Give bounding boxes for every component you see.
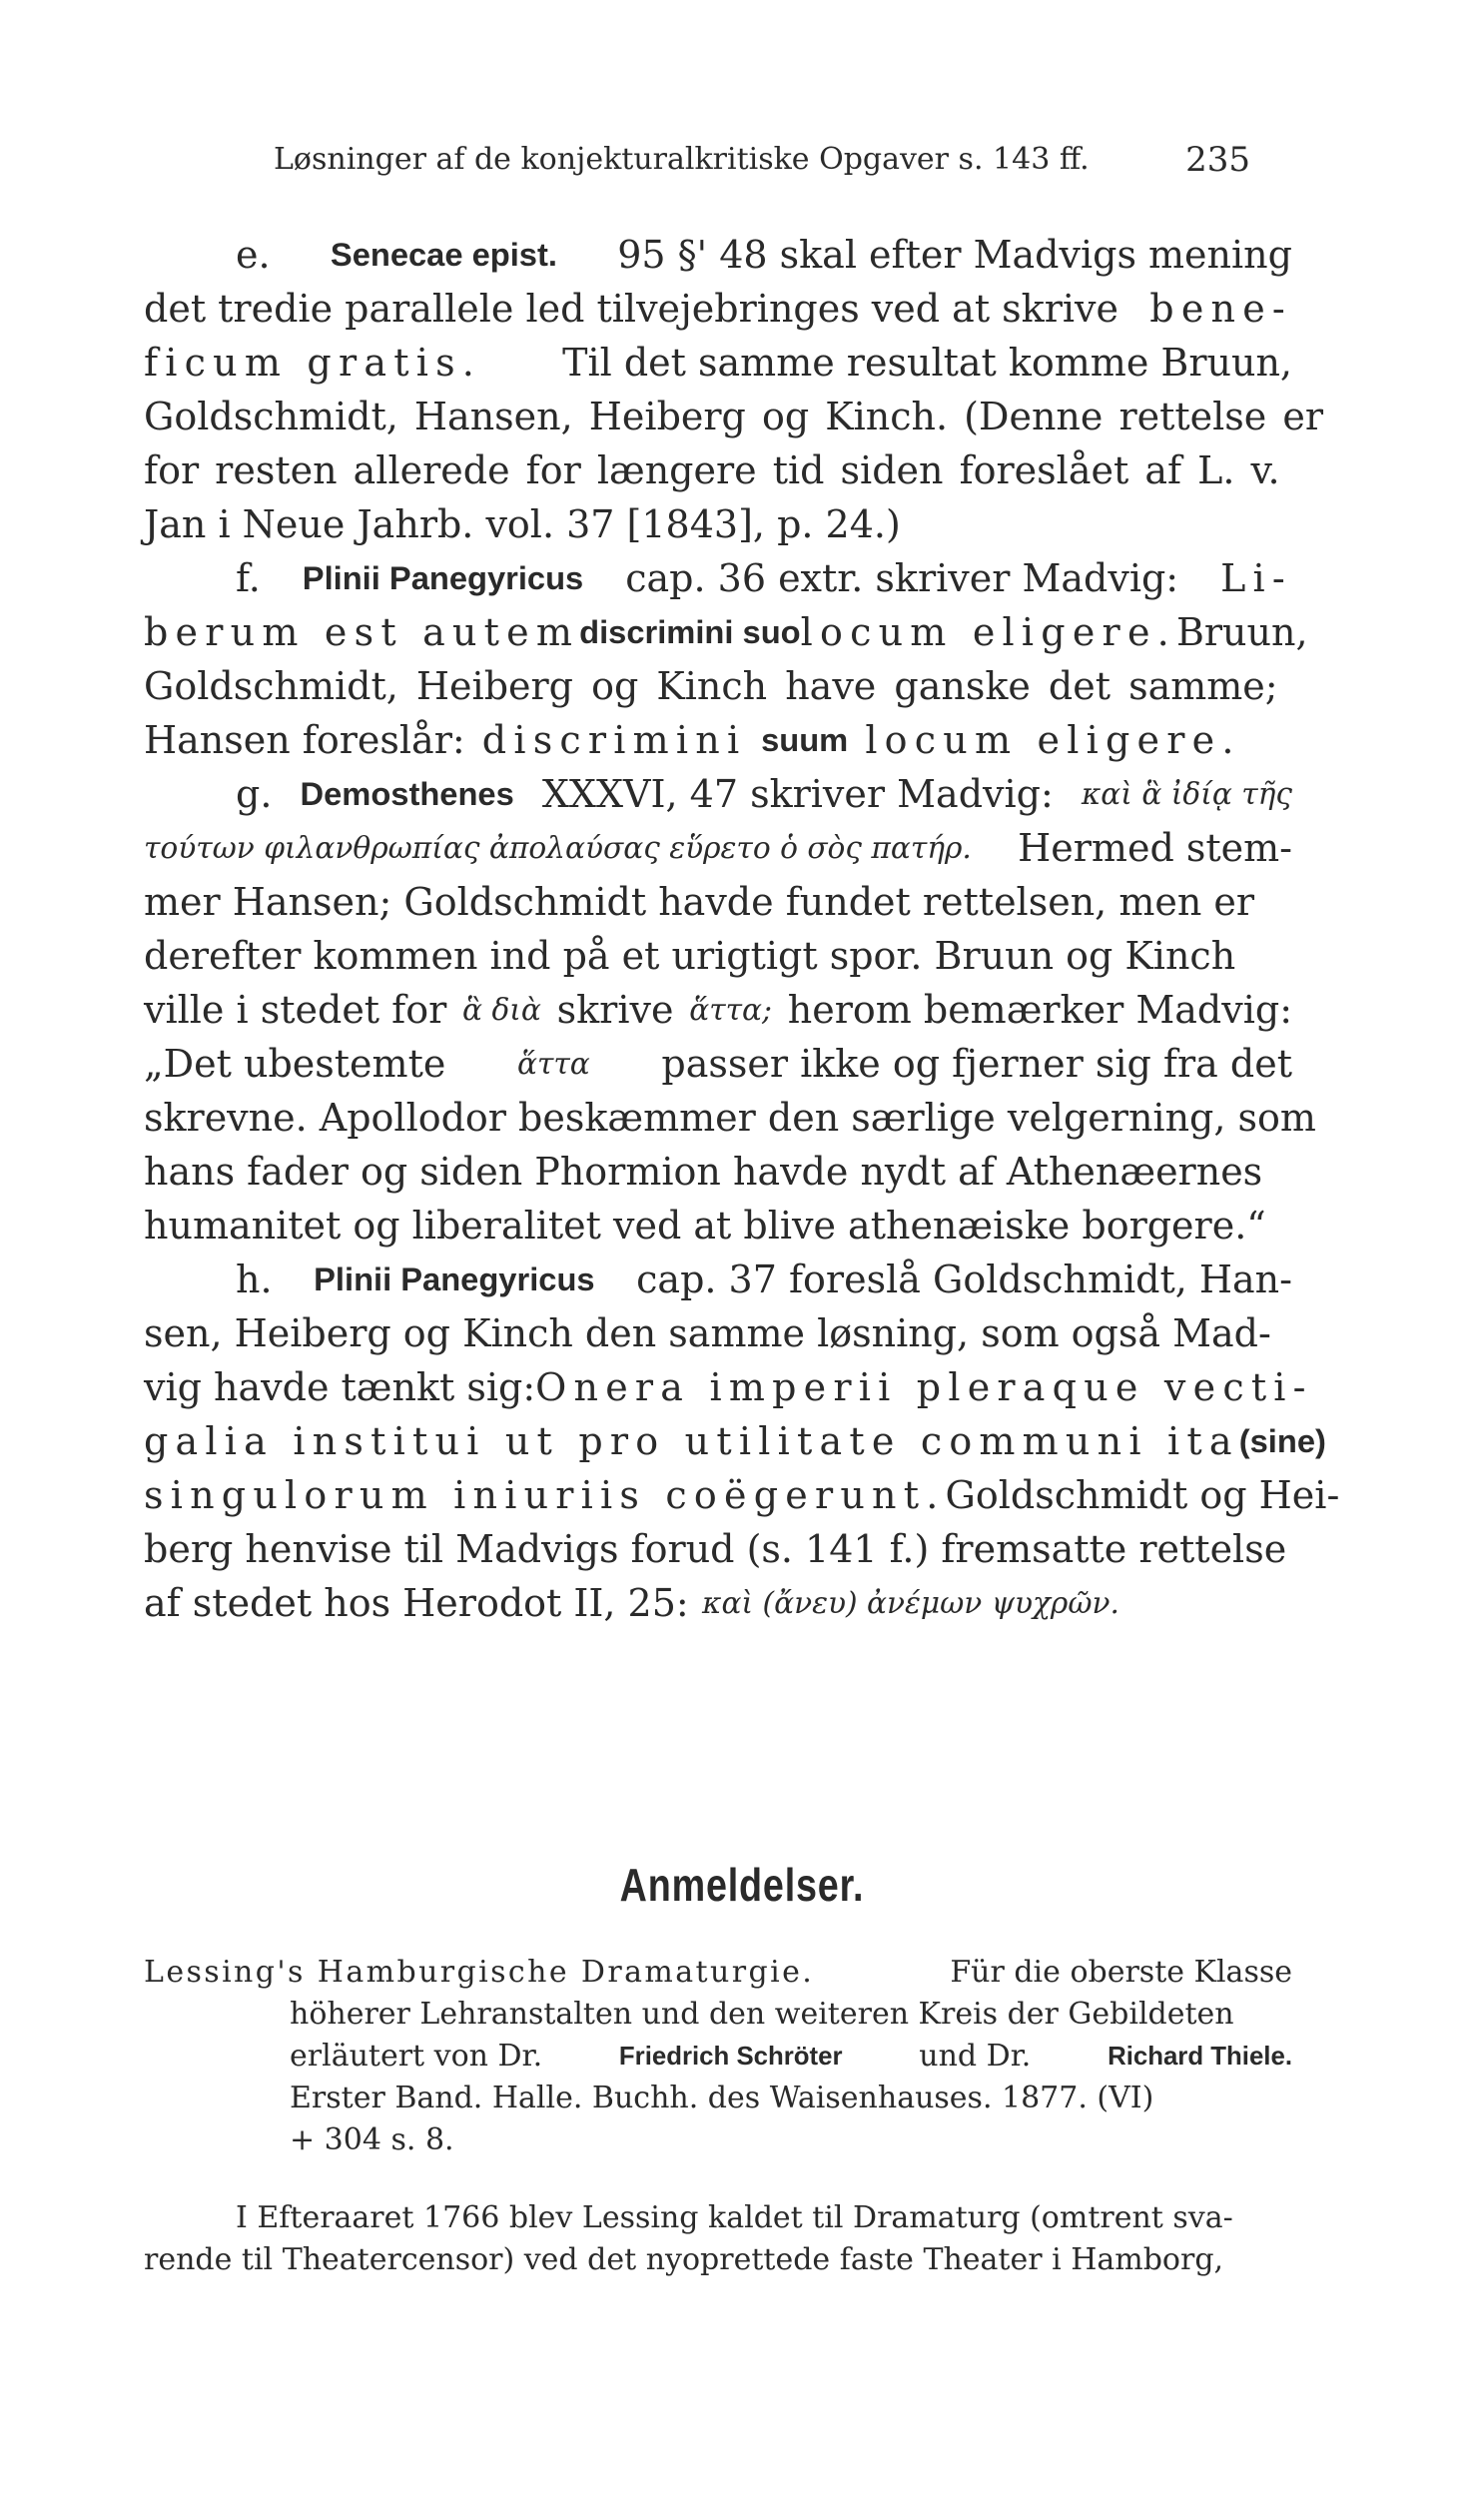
text: (sine) (1238, 1422, 1326, 1459)
editor-name: Friedrich Schröter (618, 2043, 843, 2071)
section-h-source: Plinii Panegyricus (314, 1260, 595, 1297)
text: erläutert von Dr. (290, 2039, 543, 2074)
section-f-line-3 (144, 659, 1292, 713)
section-e-line-3 (144, 336, 1292, 390)
section-f-line-2 (144, 605, 1308, 659)
section-h-line-7 (144, 1576, 1292, 1630)
review-line-2 (290, 1994, 1292, 2036)
text: Onera imperii pleraque vecti- (535, 1365, 1313, 1409)
text: Erster Band. Halle. Buchh. des Waisenhauses. 1877. (VI) (290, 2081, 1154, 2115)
section-g-line-9 (144, 1199, 1292, 1253)
section-g-line-4 (144, 929, 1292, 983)
book-title: Lessing's Hamburgische Dramaturgie. (144, 1955, 815, 1990)
greek-text: καὶ (ἄνευ) ἀνέμων ψυχρῶν. (702, 1585, 1119, 1620)
running-header (144, 140, 1292, 180)
text: Goldschmidt, Heiberg og Kinch have ganske det samme; (144, 664, 1278, 708)
greek-text: ἅττα (516, 1046, 590, 1081)
section-e-line-4 (144, 390, 1324, 443)
section-g-line-5 (144, 983, 1292, 1037)
text: vig havde tænkt sig: (144, 1365, 536, 1409)
text: und Dr. (919, 2039, 1032, 2074)
text: XXXVI, 47 skriver Madvig: (541, 772, 1054, 816)
text: Hansen foreslår: (144, 718, 465, 762)
text: bene- (1149, 287, 1292, 331)
text: Goldschmidt, Hansen, Heiberg og Kinch. (Denne rettelse er (144, 395, 1324, 438)
greek-text: καὶ ἃ ἰδίᾳ τῆς (1081, 776, 1292, 811)
section-e-source: Senecae epist. (330, 236, 557, 273)
text: sen, Heiberg og Kinch den samme løsning, som også Mad- (144, 1311, 1271, 1355)
section-h-line-3 (144, 1360, 1313, 1414)
text: discrimini suo (579, 613, 801, 650)
section-f-label: f. (236, 556, 261, 600)
section-e-line-6 (144, 497, 1292, 551)
text: locum eligere. (865, 718, 1241, 762)
text: mer Hansen; Goldschmidt havde fundet rettelsen, men er (144, 880, 1255, 924)
text: Til det samme resultat komme Bruun, (562, 341, 1292, 385)
section-e-label: e. (236, 233, 271, 277)
text: cap. 37 foreslå Goldschmidt, Han- (636, 1257, 1292, 1301)
text: Jan i Neue Jahrb. vol. 37 [1843], p. 24.) (144, 502, 901, 546)
review-paragraph-line-2 (144, 2239, 1292, 2281)
section-f-line-1 (236, 551, 1292, 605)
text: I Efteraaret 1766 blev Lessing kaldet til Dramaturg (omtrent sva- (236, 2200, 1233, 2235)
text: höherer Lehranstalten und den weiteren Kreis der Gebildeten (290, 1997, 1234, 2032)
text: suum (761, 721, 849, 758)
page-number: 235 (1185, 140, 1250, 180)
section-g-line-1 (236, 767, 1292, 821)
text: hans fader og siden Phormion havde nydt af Athenæernes (144, 1150, 1263, 1194)
section-title: Anmeldelser. (619, 1859, 865, 1911)
text: berg henvise til Madvigs forud (s. 141 f.) fremsatte rettelse (144, 1527, 1287, 1571)
section-g-label: g. (236, 772, 273, 816)
text: skrive (556, 988, 674, 1032)
text: locum eligere. (800, 610, 1176, 654)
text: passer ikke og fjerner sig fra det (661, 1042, 1292, 1086)
section-g-line-6 (144, 1037, 1292, 1091)
text: Goldschmidt og Hei- (945, 1473, 1340, 1517)
text: „Det ubestemte (144, 1042, 446, 1086)
review-line-1 (144, 1952, 1292, 1994)
text: humanitet og liberalitet ved at blive athenæiske borgere.“ (144, 1204, 1266, 1248)
greek-text: τούτων φιλανθρωπίας ἀπολαύσας εὕρετο ὁ σὸς πατήρ. (144, 830, 972, 865)
text: det tredie parallele led tilvejebringes ved at skrive (144, 287, 1118, 331)
text: rende til Theatercensor) ved det nyoprettede faste Theater i Hamborg, (144, 2242, 1224, 2277)
section-h-label: h. (236, 1257, 273, 1301)
section-e-line-2 (144, 282, 1292, 336)
review-line-5 (290, 2119, 1292, 2161)
text: Bruun, (1175, 610, 1308, 654)
section-f-line-4 (144, 713, 1292, 767)
section-h-line-6 (144, 1522, 1292, 1576)
section-h-line-4 (144, 1414, 1326, 1468)
section-g-line-2 (144, 821, 1292, 875)
section-g-source: Demosthenes (300, 775, 514, 812)
section-e-line-1 (236, 228, 1292, 282)
section-h-line-2 (144, 1306, 1292, 1360)
section-f-source: Plinii Panegyricus (302, 559, 584, 596)
text: ville i stedet for (144, 988, 447, 1032)
text: 95 §' 48 skal efter Madvigs mening (617, 233, 1292, 277)
section-h-line-5 (144, 1468, 1340, 1522)
text: galia institui ut pro utilitate communi ita (144, 1419, 1239, 1463)
section-h-line-1 (236, 1253, 1292, 1306)
text: derefter kommen ind på et urigtigt spor. Bruun og Kinch (144, 934, 1236, 978)
text: for resten allerede for længere tid siden foreslået af L. v. (144, 448, 1280, 492)
editor-name: Richard Thiele. (1108, 2043, 1292, 2071)
review-line-4 (290, 2078, 1292, 2119)
text: cap. 36 extr. skriver Madvig: (625, 556, 1179, 600)
text: singulorum iniuriis coëgerunt. (144, 1473, 946, 1517)
section-g-line-3 (144, 875, 1292, 929)
text: Für die oberste Klasse (950, 1955, 1292, 1990)
greek-text: ἃ διὰ (462, 992, 541, 1027)
section-g-line-7 (144, 1091, 1316, 1145)
section-e-line-5 (144, 443, 1292, 497)
text: discrimini (481, 718, 747, 762)
text: ficum gratis. (144, 341, 482, 385)
text: af stedet hos Herodot II, 25: (144, 1581, 689, 1625)
text: Hermed stem- (1018, 826, 1292, 870)
review-paragraph-line-1 (236, 2197, 1292, 2239)
text: skrevne. Apollodor beskæmmer den særlige velgerning, som (144, 1096, 1316, 1140)
text: + 304 s. 8. (290, 2122, 454, 2157)
review-line-3 (290, 2036, 1292, 2078)
text: herom bemærker Madvig: (787, 988, 1292, 1032)
running-title: Løsninger af de konjekturalkritiske Opgaver s. 143 ff. (274, 142, 1090, 177)
section-g-line-8 (144, 1145, 1292, 1199)
text: Li- (1220, 556, 1292, 600)
text: berum est autem (144, 610, 580, 654)
greek-text: ἅττα; (689, 992, 772, 1027)
